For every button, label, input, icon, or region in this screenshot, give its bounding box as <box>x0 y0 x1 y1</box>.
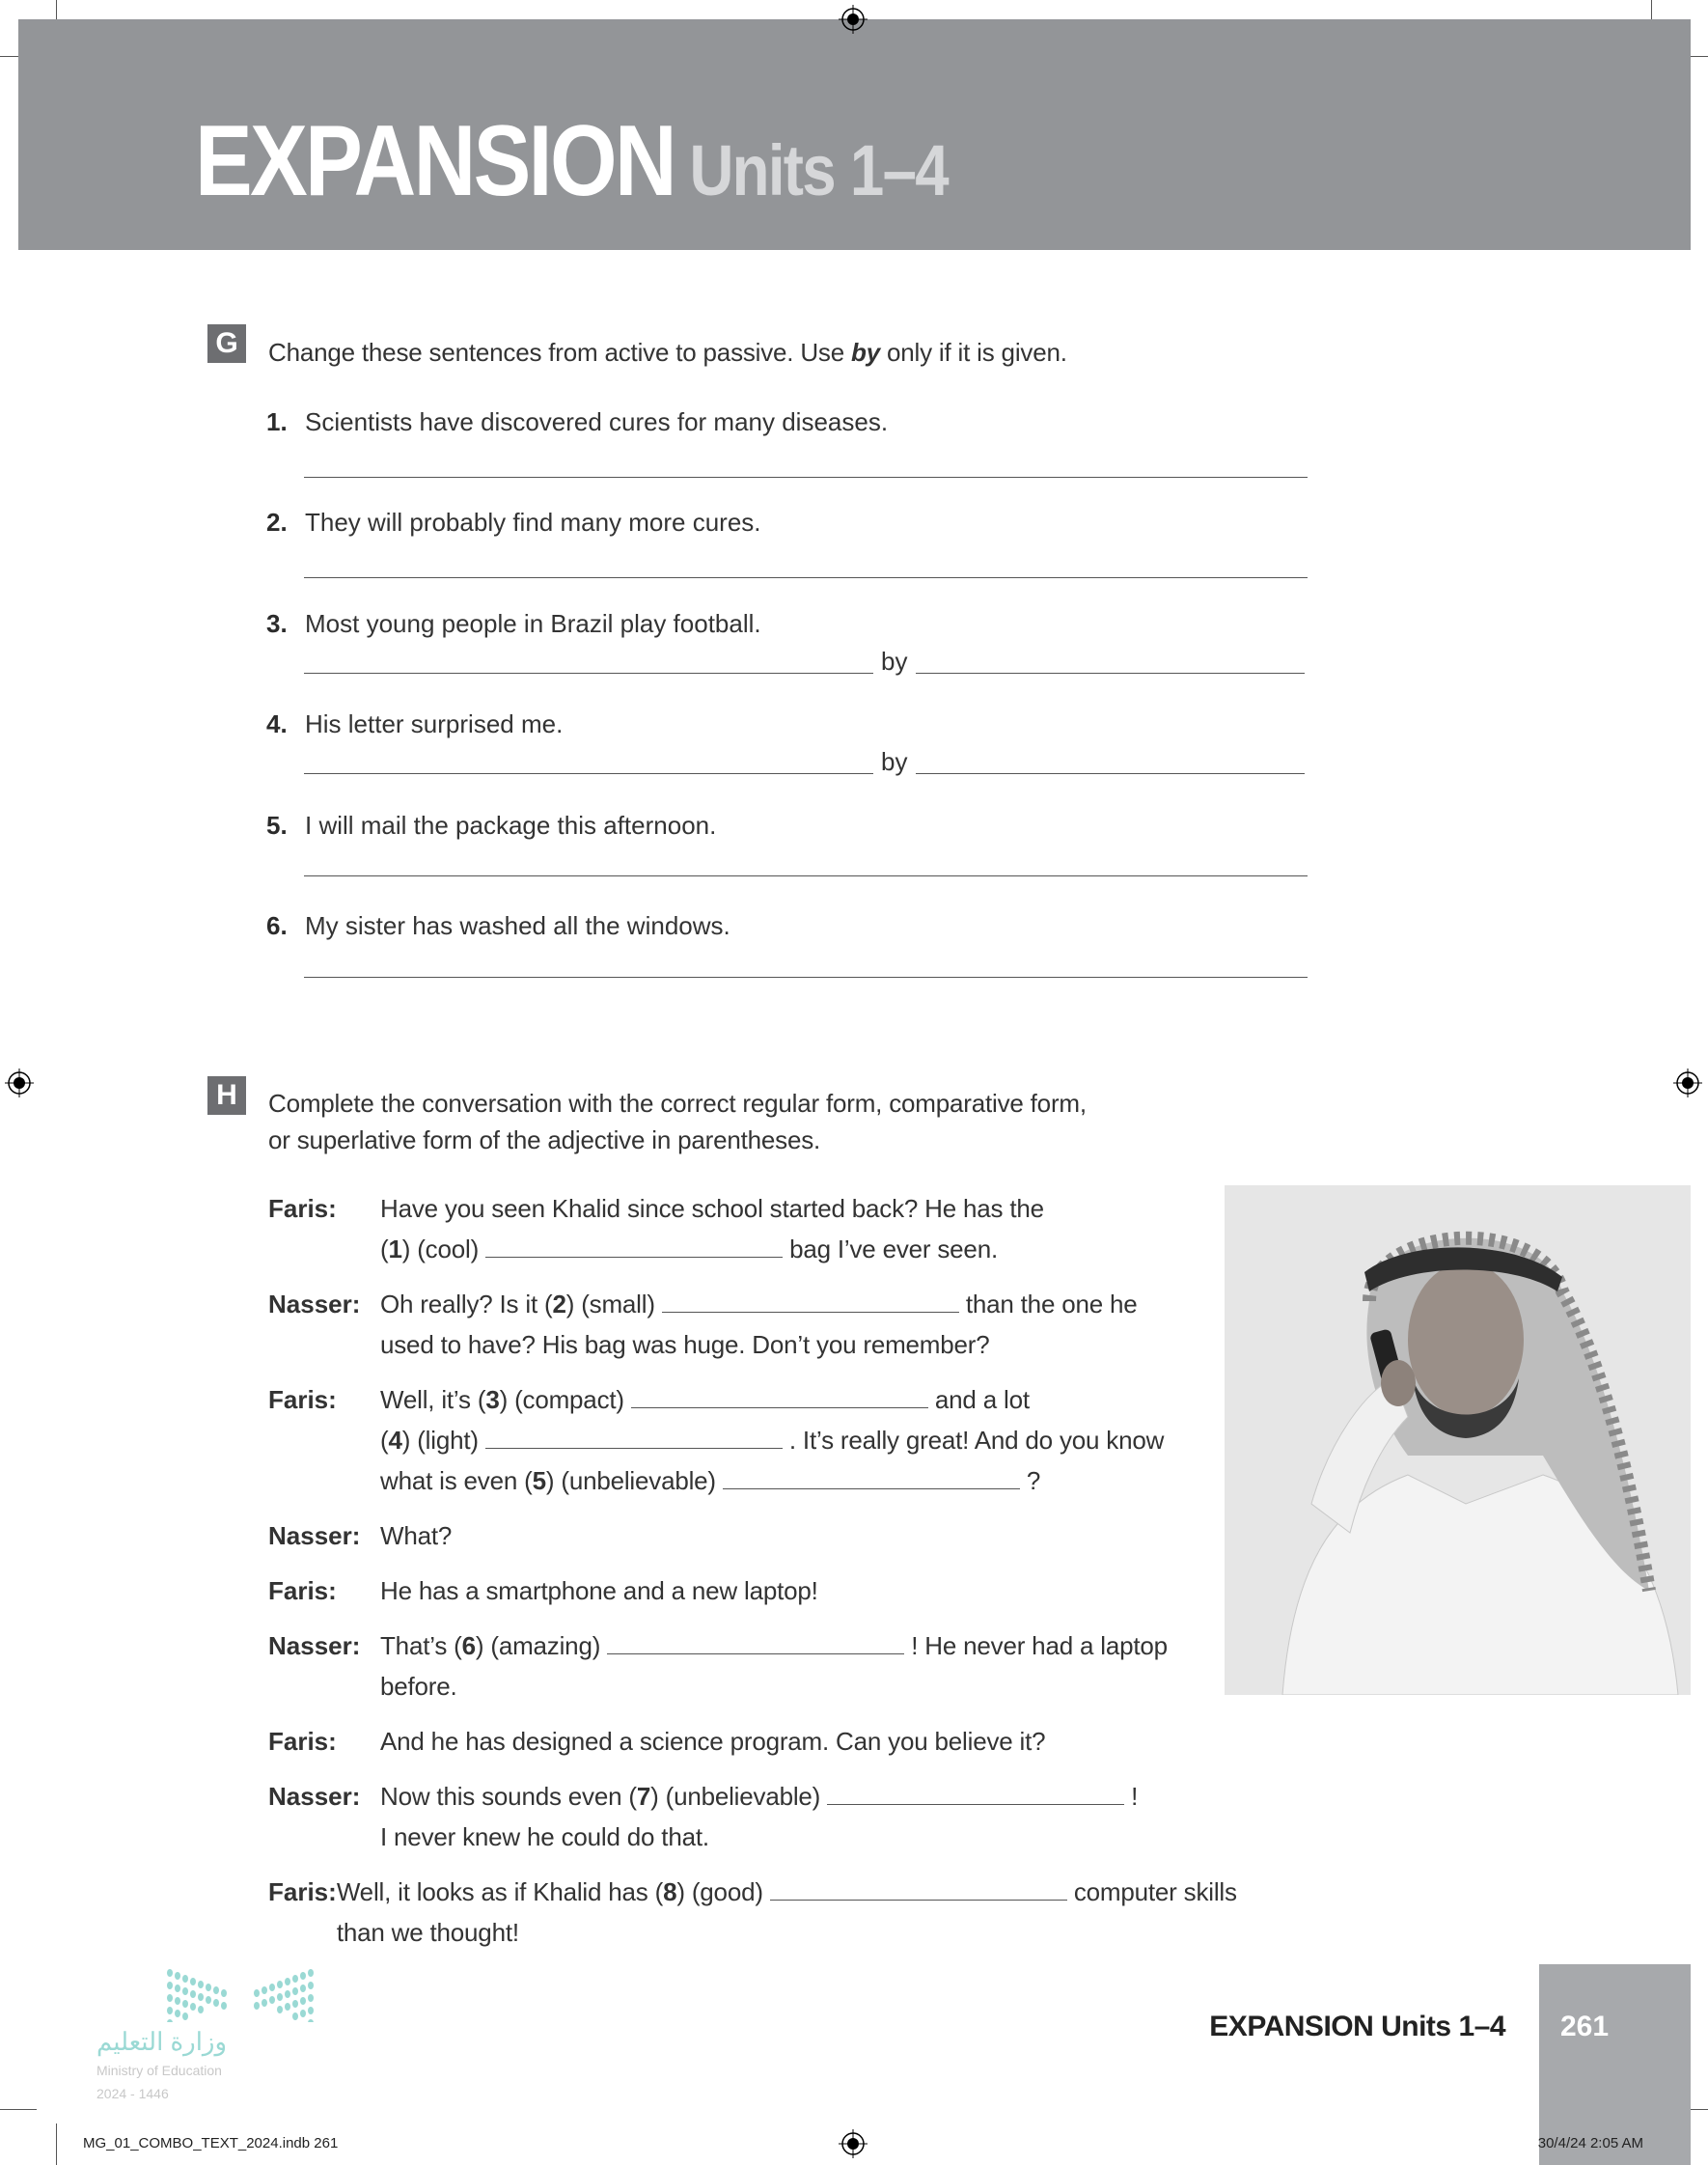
logo-dot <box>190 1978 196 1985</box>
dialogue-lines <box>380 1379 1233 1501</box>
dialogue-text: He has a smartphone and a new laptop! <box>380 1576 818 1605</box>
logo-dot <box>167 1994 173 2002</box>
dialogue-text: ! He never had a laptop <box>904 1631 1168 1660</box>
logo-dot <box>190 2003 196 2011</box>
answer-line <box>304 773 873 774</box>
dialogue-turn <box>268 1721 1233 1762</box>
speaker-name: Nasser: <box>268 1290 361 1318</box>
logo-dot <box>300 1985 306 1992</box>
dialogue-turn <box>268 1188 1233 1269</box>
logo-english-text: Ministry of Education <box>96 2063 222 2078</box>
blank-number: 7 <box>636 1782 651 1811</box>
logo-dot <box>198 2006 204 2013</box>
item-number: 1. <box>266 407 288 436</box>
item-sentence: They will probably find many more cures. <box>305 508 761 537</box>
dialogue-turn <box>268 1515 1233 1556</box>
logo-dot <box>292 2012 298 2020</box>
logo-dot <box>206 1996 211 2004</box>
dialogue-turn <box>268 1776 1233 1857</box>
logo-dot <box>262 1986 267 1994</box>
dialogue-text: ) (amazing) <box>475 1631 608 1660</box>
logo-dot <box>254 2002 260 2010</box>
dialogue-text: bag I’ve ever seen. <box>783 1235 998 1263</box>
dialogue-text: ( <box>380 1426 389 1455</box>
logo-dot <box>308 2019 314 2022</box>
man-with-phone-image <box>1225 1185 1691 1695</box>
slug-file: MG_01_COMBO_TEXT_2024.indb 261 <box>83 2135 339 2151</box>
logo-dot <box>300 1972 306 1980</box>
logo-dot <box>175 2010 180 2017</box>
dialogue-lines <box>380 1625 1233 1707</box>
logo-dot <box>254 1989 260 1997</box>
by-label: by <box>881 647 908 676</box>
dialogue-text: computer skills <box>1066 1877 1237 1906</box>
dialogue-turn <box>268 1284 1233 1365</box>
logo-dot <box>262 1999 267 2007</box>
section-h-instruction <box>268 1085 1087 1158</box>
logo-arabic-text: وزارة التعليم <box>96 2027 228 2056</box>
dialogue-line <box>380 1420 1233 1460</box>
dialogue-lines <box>380 1721 1233 1762</box>
dialogue-text: That’s ( <box>380 1631 462 1660</box>
title-units: Units 1–4 <box>689 130 948 210</box>
dialogue-line <box>380 1460 1233 1501</box>
dialogue-lines <box>380 1776 1233 1857</box>
logo-dot <box>182 2012 188 2020</box>
registration-mark-icon <box>839 5 868 34</box>
dialogue-line <box>337 1872 1237 1912</box>
logo-dot <box>292 1987 298 1995</box>
answer-blank[interactable] <box>485 1236 783 1258</box>
page-number: 261 <box>1560 2011 1610 2042</box>
instruction-line: or superlative form of the adjective in parentheses. <box>268 1125 821 1154</box>
answer-blank[interactable] <box>485 1428 783 1449</box>
logo-dot <box>300 2010 306 2017</box>
dialogue-turn <box>268 1625 1233 1707</box>
logo-dot <box>269 1996 275 2004</box>
logo-dot <box>190 1990 196 1998</box>
dialogue-text: before. <box>380 1672 457 1701</box>
answer-line <box>304 477 1308 478</box>
answer-line <box>916 673 1305 674</box>
page-title <box>195 104 948 219</box>
dialogue-turn <box>268 1570 1233 1611</box>
logo-dot <box>175 1972 180 1980</box>
logo-dot <box>167 2007 173 2014</box>
logo-dot <box>213 1999 219 2007</box>
dialogue-text: than we thought! <box>336 1918 519 1947</box>
item-number: 4. <box>266 709 288 738</box>
logo-dot <box>277 1981 283 1988</box>
dialogue-line <box>380 1515 1233 1556</box>
dialogue-text: ) (light) <box>401 1426 485 1455</box>
logo-dot <box>182 2000 188 2008</box>
answer-line <box>304 673 873 674</box>
dialogue-text: ) (small) <box>565 1290 662 1318</box>
dialogue-text: Well, it looks as if Khalid has ( <box>336 1877 664 1906</box>
dialogue-text: ) (good) <box>676 1877 770 1906</box>
dialogue-text: ) (cool) <box>401 1235 486 1263</box>
dialogue-line <box>380 1284 1233 1324</box>
section-g-label: G <box>207 324 246 363</box>
item-sentence: My sister has washed all the windows. <box>305 911 730 940</box>
blank-number: 8 <box>663 1877 677 1906</box>
dialogue-turn <box>268 1379 1233 1501</box>
answer-blank[interactable] <box>631 1387 928 1408</box>
dialogue-turn <box>268 1872 1237 1953</box>
speaker-name: Nasser: <box>268 1521 361 1550</box>
answer-blank[interactable] <box>827 1784 1124 1805</box>
dialogue-text: What? <box>380 1521 453 1550</box>
logo-dot <box>285 1990 290 1998</box>
answer-blank[interactable] <box>607 1633 904 1654</box>
instruction-text: Change these sentences from active to passive. Use <box>268 338 852 367</box>
dialogue-text: . It’s really great! And do you know <box>782 1426 1165 1455</box>
dialogue-text: what is even ( <box>380 1466 533 1495</box>
blank-number: 3 <box>485 1385 500 1414</box>
dialogue-text: and a lot <box>927 1385 1030 1414</box>
speaker-name: Faris: <box>268 1877 337 1906</box>
item-sentence: I will mail the package this afternoon. <box>305 811 717 840</box>
logo-dot <box>175 1985 180 1992</box>
slug-date: 30/4/24 2:05 AM <box>1537 2135 1643 2151</box>
logo-dot <box>221 1989 227 1997</box>
logo-dot <box>308 1994 314 2002</box>
footer-title: EXPANSION Units 1–4 <box>1209 2011 1505 2042</box>
dialogue-line <box>380 1625 1233 1666</box>
blank-number: 1 <box>388 1235 402 1263</box>
logo-dot <box>277 1993 283 2001</box>
answer-line <box>304 977 1308 978</box>
dialogue-line <box>337 1912 1237 1953</box>
title-main: EXPANSION <box>195 105 675 217</box>
logo-dot <box>308 2007 314 2014</box>
item-number: 6. <box>266 911 288 940</box>
dialogue-text: Oh really? Is it ( <box>380 1290 553 1318</box>
dialogue-text: ( <box>380 1235 389 1263</box>
blank-number: 2 <box>552 1290 566 1318</box>
by-label: by <box>881 747 908 776</box>
section-h-label: H <box>207 1076 246 1115</box>
dialogue-text: ) (compact) <box>499 1385 631 1414</box>
logo-year-text: 2024 - 1446 <box>96 2086 169 2101</box>
logo-dot <box>167 1982 173 1989</box>
logo-dot <box>308 1982 314 1989</box>
dialogue-line <box>380 1188 1233 1229</box>
dialogue-text: I never knew he could do that. <box>380 1822 709 1851</box>
dialogue-text: Now this sounds even ( <box>380 1782 637 1811</box>
logo-dot <box>167 2019 173 2022</box>
speaker-name: Faris: <box>268 1576 337 1605</box>
dialogue-lines <box>337 1872 1237 1953</box>
dialogue-line <box>380 1721 1233 1762</box>
crop-mark <box>56 2123 57 2165</box>
answer-line <box>304 577 1308 578</box>
registration-mark-icon <box>839 2129 868 2158</box>
logo-dot <box>285 2003 290 2011</box>
answer-line <box>916 773 1305 774</box>
logo-dot <box>285 1978 290 1985</box>
item-number: 2. <box>266 508 288 537</box>
dialogue-text: And he has designed a science program. Can you believe it? <box>380 1727 1046 1756</box>
logo-dot <box>292 1975 298 1983</box>
item-number: 3. <box>266 609 288 638</box>
dialogue-text: ? <box>1019 1466 1041 1495</box>
logo-dot <box>292 2000 298 2008</box>
instruction-text: only if it is given. <box>879 338 1067 367</box>
item-number: 5. <box>266 811 288 840</box>
speaker-name: Faris: <box>268 1194 337 1223</box>
item-sentence: Scientists have discovered cures for many diseases. <box>305 407 889 436</box>
crop-mark <box>0 2109 37 2110</box>
speaker-name: Nasser: <box>268 1631 361 1660</box>
item-sentence: Most young people in Brazil play football. <box>305 609 761 638</box>
dialogue-lines <box>380 1570 1233 1611</box>
dialogue-line <box>380 1817 1233 1857</box>
item-sentence: His letter surprised me. <box>305 709 564 738</box>
blank-number: 6 <box>461 1631 476 1660</box>
dialogue-line <box>380 1666 1233 1707</box>
logo-dot <box>182 1975 188 1983</box>
section-g-instruction <box>268 334 1067 371</box>
dialogue-line <box>380 1379 1233 1420</box>
dialogue-line <box>380 1570 1233 1611</box>
answer-blank[interactable] <box>723 1468 1020 1489</box>
instruction-bold: by <box>851 338 880 367</box>
dialogue-text: used to have? His bag was huge. Don’t you remember? <box>380 1330 990 1359</box>
logo-dot <box>213 1986 219 1994</box>
dialogue-text: than the one he <box>958 1290 1138 1318</box>
logo-dot <box>198 1993 204 2001</box>
speaker-name: Faris: <box>268 1727 337 1756</box>
dialogue-line <box>380 1229 1233 1269</box>
logo-dot <box>182 1987 188 1995</box>
dialogue-lines <box>380 1284 1233 1365</box>
dialogue-line <box>380 1324 1233 1365</box>
logo-dot <box>198 1981 204 1988</box>
dialogue-text: ! <box>1124 1782 1139 1811</box>
answer-line <box>304 875 1308 876</box>
speaker-name: Faris: <box>268 1385 337 1414</box>
instruction-line: Complete the conversation with the correct regular form, comparative form, <box>268 1089 1087 1118</box>
speaker-name: Nasser: <box>268 1782 361 1811</box>
dialogue-text: ) (unbelievable) <box>650 1782 828 1811</box>
photo-man-on-phone <box>1225 1185 1691 1695</box>
logo-dot <box>206 1984 211 1991</box>
registration-mark-icon <box>1673 1069 1702 1097</box>
ministry-logo-icon <box>166 1969 316 2022</box>
answer-blank[interactable] <box>770 1879 1067 1901</box>
dialogue-text: Well, it’s ( <box>380 1385 486 1414</box>
dialogue-text: Have you seen Khalid since school started back? He has the <box>380 1194 1044 1223</box>
blank-number: 5 <box>532 1466 546 1495</box>
dialogue-lines <box>380 1188 1233 1269</box>
dialogue-text: ) (unbelievable) <box>545 1466 723 1495</box>
dialogue-line <box>380 1776 1233 1817</box>
registration-mark-icon <box>5 1069 34 1097</box>
blank-number: 4 <box>388 1426 402 1455</box>
conversation <box>268 1188 1237 1967</box>
logo-dot <box>277 2006 283 2013</box>
answer-blank[interactable] <box>662 1291 959 1313</box>
logo-dot <box>167 1969 173 1977</box>
logo-dot <box>175 1997 180 2005</box>
logo-dot <box>300 1997 306 2005</box>
dialogue-lines <box>380 1515 1233 1556</box>
logo-dot <box>269 1984 275 1991</box>
logo-dot <box>308 1969 314 1977</box>
logo-dot <box>221 2002 227 2010</box>
